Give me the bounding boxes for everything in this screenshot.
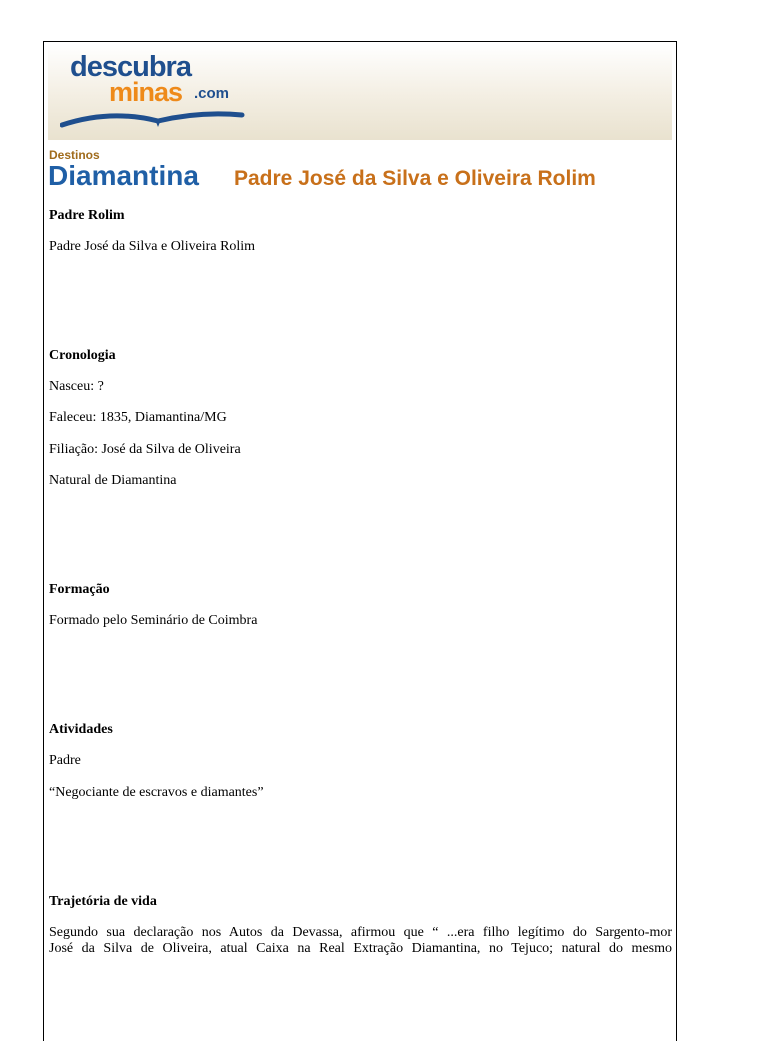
logo-word-descubra: descubra	[70, 51, 191, 83]
atividades-item: Padre	[49, 753, 81, 768]
formacao-heading: Formação	[49, 582, 110, 597]
atividades-item: “Negociante de escravos e diamantes”	[49, 785, 264, 800]
section-label: Destinos	[49, 148, 100, 162]
cronologia-item: Filiação: José da Silva de Oliveira	[49, 442, 241, 457]
trajetoria-paragraph	[49, 925, 672, 957]
formacao-text: Formado pelo Seminário de Coimbra	[49, 613, 258, 628]
intro-text: Padre José da Silva e Oliveira Rolim	[49, 239, 256, 254]
trajetoria-line: Segundo sua declaração nos Autos da Devassa, afirmou que “ ...era filho legítimo do Sargento-mor	[49, 925, 672, 940]
person-title: Padre José da Silva e Oliveira Rolim	[234, 167, 596, 190]
cronologia-item: Natural de Diamantina	[49, 473, 177, 488]
open-book-icon	[60, 105, 250, 131]
cronologia-item: Nasceu: ?	[49, 379, 104, 394]
cronologia-heading: Cronologia	[49, 348, 116, 363]
logo-word-minas: minas	[109, 77, 183, 107]
descubra-minas-logo[interactable]	[60, 50, 250, 132]
city-title: Diamantina	[48, 160, 199, 191]
logo-word-com: .com	[194, 85, 230, 102]
intro-heading: Padre Rolim	[49, 208, 125, 223]
trajetoria-line: José da Silva de Oliveira, atual Caixa na Real Extração Diamantina, no Tejuco; natural do mesmo	[49, 941, 672, 956]
trajetoria-heading: Trajetória de vida	[49, 894, 157, 909]
atividades-heading: Atividades	[49, 722, 113, 737]
cronologia-item: Faleceu: 1835, Diamantina/MG	[49, 410, 227, 425]
